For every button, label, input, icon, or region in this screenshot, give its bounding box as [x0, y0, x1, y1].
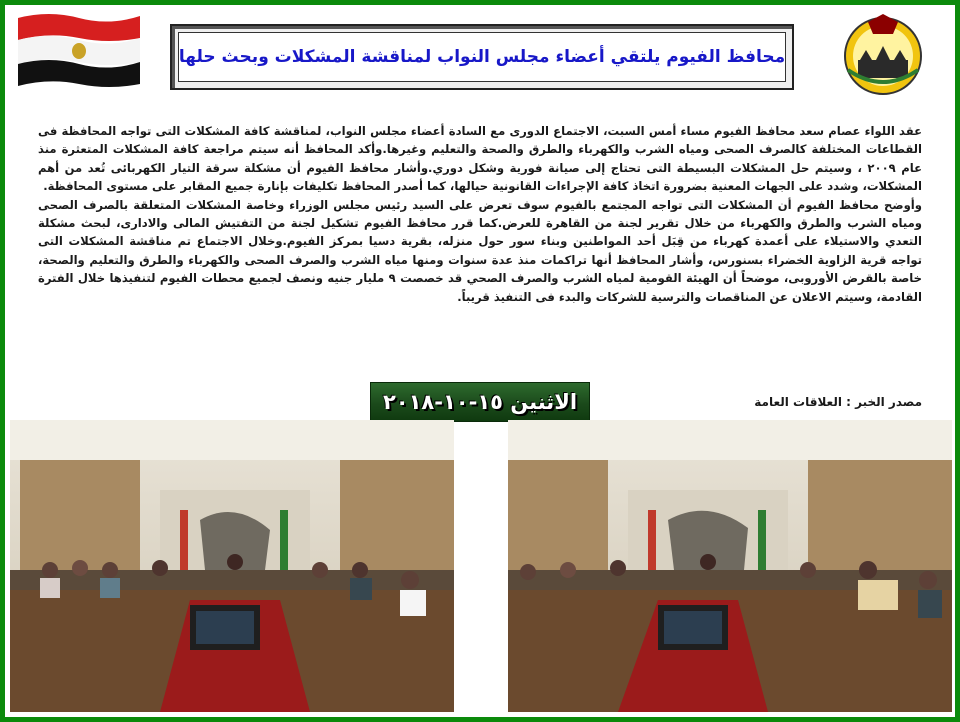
meeting-photo-left	[10, 420, 454, 712]
article-body	[38, 122, 922, 392]
meeting-photo-right	[508, 420, 952, 712]
article-paragraph-1: عقد اللواء عصام سعد محافظ الفيوم مساء أمس السبت، الاجتماع الدورى مع السادة أعضاء مجلس النواب، لمناقشة كافة المشكلات التى تواجه المحافظة فى القطاعات المختلفة كالصرف الصحى ومياه الشرب والكهرباء والطرق والصحة والتعليم وغيرها.وأكد المحافظ أنه سيتم مراجعة كافة المشكلات المتعثرة منذ عام ٢٠٠٩ ، وسيتم حل المشكلات البسيطة التى تحتاج إلى صيانة فورية وشكل دوري.وأشار محافظ الفيوم أن مشكلة سرقة التيار الكهربائى تُعد من أهم المشكلات، وشدد على الجهات المعنية بضرورة اتخاذ كافة الإجراءات القانونية حيالها، كما أصدر المحافظ تكليفات بإنارة جميع المقابر على مستوى المحافظة.	[38, 124, 922, 194]
article-paragraph-2: وأوضح محافظ الفيوم أن المشكلات التى تواجه المجتمع بالفيوم سوف تعرض على السيد رئيس مجلس الوزراء وخاصة المشكلات المتعلقة بالصرف الصحى ومياه الشرب والطرق والكهرباء من خلال تقرير لجنة من القاهرة للعرض.كما قرر محافظ الفيوم تشكيل لجنة من التفتيش المالى والادارى، لبحث مشكلة التعدي والاستيلاء على أعمدة كهرباء من قِبَل أحد المواطنين وبناء سور حول منزله، بقرية دسيا بمركز الفيوم.وخلال الاجتماع تم مناقشة المشكلات التى تواجه قرية الزاوية الخضراء بسنورس، وأشار المحافظ أنها تراكمات منذ عدة سنوات ومنها مياه الشرب والصرف الصحى والكهرباء والطرق والتعليم والصحة، خاصة بالقرض الأوروبى، موضحاً أن الهيئة القومية لمياه الشرب والصرف الصحي قد خصصت ٩ مليار جنيه ونصف لجميع محطات الفيوم لتنفيذها خلال الفترة القادمة، وسيتم الاعلان عن المناقصات والترسية للشركات والبدء فى التنفيذ قريباً.	[38, 197, 922, 304]
page-title: محافظ الفيوم يلتقي أعضاء مجلس النواب لمناقشة المشكلات وبحث حلها	[178, 47, 786, 67]
fayoum-governorate-logo-icon	[838, 10, 928, 98]
date-text: الاثنين ١٥-١٠-٢٠١٨	[382, 390, 578, 414]
title-box	[170, 24, 794, 90]
egypt-flag-icon	[14, 10, 144, 90]
news-source: مصدر الخبر : العلاقات العامة	[754, 395, 922, 409]
date-banner	[370, 382, 590, 422]
